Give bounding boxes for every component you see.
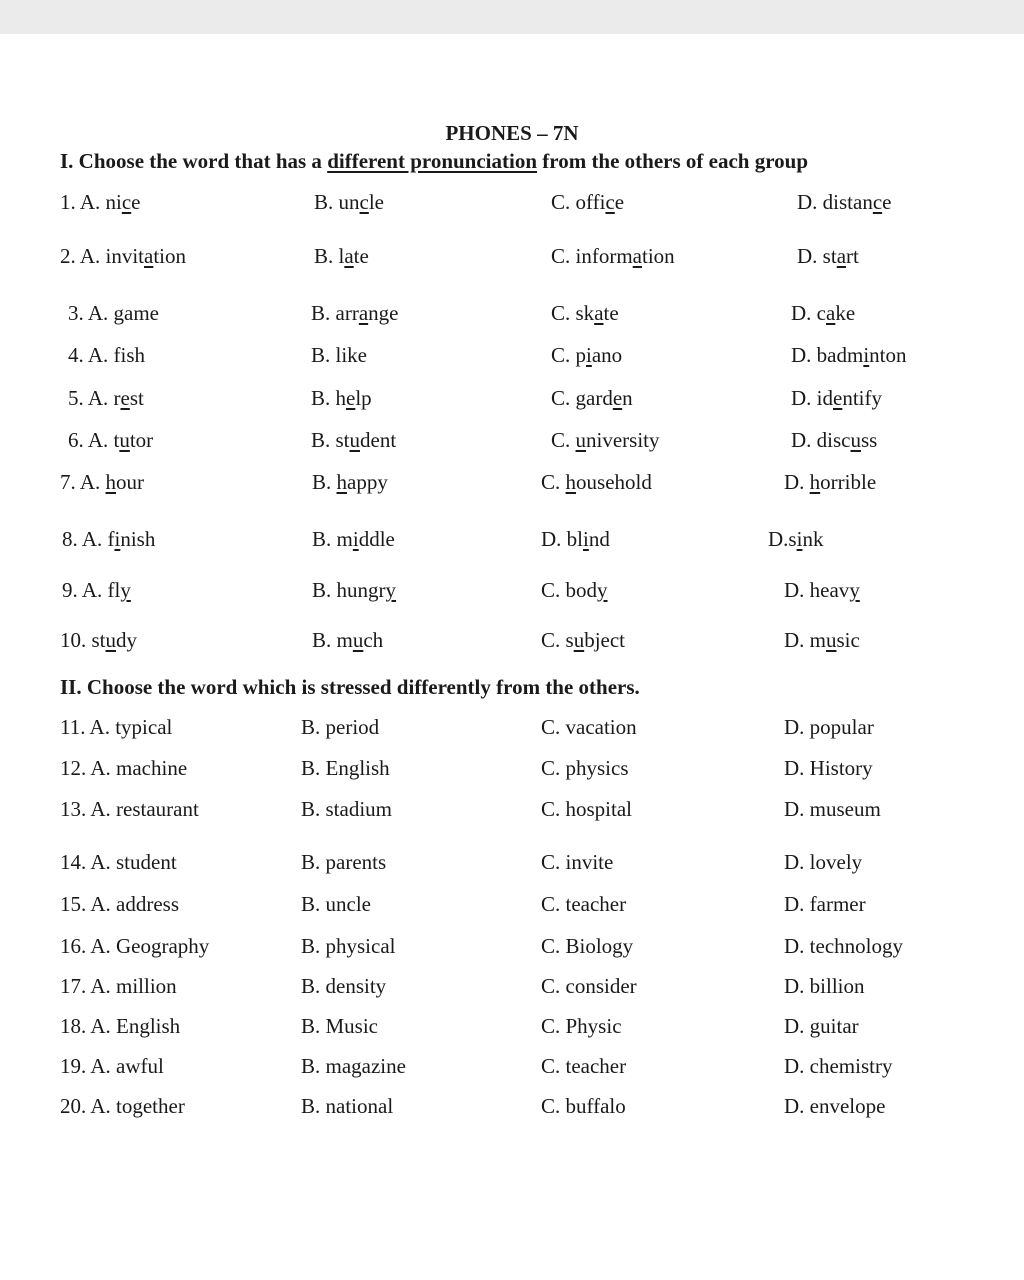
option-d: D. farmer bbox=[784, 892, 866, 916]
option-d: D. discuss bbox=[791, 428, 878, 452]
option-a: 6. A. tutor bbox=[68, 428, 154, 452]
option-a: 15. A. address bbox=[60, 892, 179, 916]
question-row-11 bbox=[0, 712, 1024, 742]
question-row-12 bbox=[0, 753, 1024, 783]
option-d: D. lovely bbox=[784, 850, 863, 874]
option-c: C. skate bbox=[551, 301, 619, 325]
option-d: D. guitar bbox=[784, 1014, 859, 1038]
question-row-19 bbox=[0, 1051, 1024, 1081]
option-c: C. teacher bbox=[541, 1054, 627, 1078]
question-row-13 bbox=[0, 794, 1024, 824]
option-c: C. hospital bbox=[541, 797, 633, 821]
option-c: C. subject bbox=[541, 628, 625, 652]
option-c: C. consider bbox=[541, 974, 637, 998]
option-b: B. uncle bbox=[314, 190, 384, 214]
question-row-18 bbox=[0, 1011, 1024, 1041]
question-row-1 bbox=[0, 187, 1024, 217]
option-c: D. blind bbox=[541, 527, 610, 551]
option-c: C. vacation bbox=[541, 715, 637, 739]
option-c: C. household bbox=[541, 470, 652, 494]
option-c: C. piano bbox=[551, 343, 623, 367]
option-d: D. music bbox=[784, 628, 860, 652]
question-row-9 bbox=[0, 575, 1024, 605]
question-row-20 bbox=[0, 1091, 1024, 1121]
option-a: 10. study bbox=[60, 628, 138, 652]
option-c: C. body bbox=[541, 578, 608, 602]
option-d: D. badminton bbox=[791, 343, 907, 367]
option-b: B. period bbox=[301, 715, 380, 739]
option-b: B. hungry bbox=[312, 578, 396, 602]
option-b: B. like bbox=[311, 343, 367, 367]
option-b: B. physical bbox=[301, 934, 396, 958]
option-a: 13. A. restaurant bbox=[60, 797, 199, 821]
option-b: B. happy bbox=[312, 470, 388, 494]
option-c: C. buffalo bbox=[541, 1094, 626, 1118]
section-2-heading: II. Choose the word which is stressed differently from the others. bbox=[60, 675, 640, 699]
option-a: 17. A. million bbox=[60, 974, 177, 998]
section-1-heading bbox=[60, 149, 808, 174]
question-row-5 bbox=[0, 383, 1024, 413]
option-d: D. start bbox=[797, 244, 859, 268]
option-b: B. national bbox=[301, 1094, 394, 1118]
option-a: 20. A. together bbox=[60, 1094, 185, 1118]
option-d: D. envelope bbox=[784, 1094, 886, 1118]
option-d: D. horrible bbox=[784, 470, 877, 494]
option-d: D. History bbox=[784, 756, 873, 780]
question-row-14 bbox=[0, 847, 1024, 877]
question-row-17 bbox=[0, 971, 1024, 1001]
option-d: D. distance bbox=[797, 190, 892, 214]
question-row-4 bbox=[0, 340, 1024, 370]
question-row-6 bbox=[0, 425, 1024, 455]
option-a: 11. A. typical bbox=[60, 715, 173, 739]
option-d: D. heavy bbox=[784, 578, 860, 602]
option-a: 4. A. fish bbox=[68, 343, 146, 367]
option-a: 19. A. awful bbox=[60, 1054, 164, 1078]
option-b: B. magazine bbox=[301, 1054, 406, 1078]
option-b: B. stadium bbox=[301, 797, 393, 821]
option-b: B. student bbox=[311, 428, 397, 452]
option-b: B. late bbox=[314, 244, 369, 268]
option-d: D. identify bbox=[791, 386, 882, 410]
option-d: D. technology bbox=[784, 934, 903, 958]
option-b: B. English bbox=[301, 756, 390, 780]
section-1-heading-post: from the others of each group bbox=[537, 149, 809, 173]
option-c: C. Physic bbox=[541, 1014, 622, 1038]
option-d: D. cake bbox=[791, 301, 856, 325]
option-c: C. Biology bbox=[541, 934, 634, 958]
option-a: 9. A. fly bbox=[62, 578, 131, 602]
question-row-8 bbox=[0, 524, 1024, 554]
question-row-15 bbox=[0, 889, 1024, 919]
option-a: 3. A. game bbox=[68, 301, 159, 325]
option-a: 2. A. invitation bbox=[60, 244, 187, 268]
option-d: D. popular bbox=[784, 715, 874, 739]
option-a: 12. A. machine bbox=[60, 756, 188, 780]
option-d: D. museum bbox=[784, 797, 881, 821]
section-1-heading-pre: I. Choose the word that has a bbox=[60, 149, 328, 173]
option-d: D. billion bbox=[784, 974, 865, 998]
option-b: B. help bbox=[311, 386, 372, 410]
option-b: B. parents bbox=[301, 850, 387, 874]
option-d: D. chemistry bbox=[784, 1054, 893, 1078]
option-b: B. Music bbox=[301, 1014, 379, 1038]
section-1-heading-underlined: different pronunciation bbox=[327, 149, 538, 173]
option-b: B. middle bbox=[312, 527, 395, 551]
option-c: C. teacher bbox=[541, 892, 627, 916]
option-a: 8. A. finish bbox=[62, 527, 156, 551]
option-c: C. physics bbox=[541, 756, 629, 780]
top-bar bbox=[0, 0, 1024, 34]
page-title: PHONES – 7N bbox=[445, 121, 579, 145]
option-b: B. arrange bbox=[311, 301, 399, 325]
option-b: B. much bbox=[312, 628, 384, 652]
question-row-7 bbox=[0, 467, 1024, 497]
option-d: D.sink bbox=[768, 527, 824, 551]
option-b: B. uncle bbox=[301, 892, 371, 916]
question-row-3 bbox=[0, 298, 1024, 328]
option-c: C. invite bbox=[541, 850, 614, 874]
option-c: C. office bbox=[551, 190, 625, 214]
option-c: C. information bbox=[551, 244, 675, 268]
option-a: 14. A. student bbox=[60, 850, 177, 874]
option-c: C. university bbox=[551, 428, 660, 452]
option-a: 1. A. nice bbox=[60, 190, 141, 214]
question-row-2 bbox=[0, 241, 1024, 271]
option-a: 18. A. English bbox=[60, 1014, 181, 1038]
option-a: 5. A. rest bbox=[68, 386, 144, 410]
option-c: C. garden bbox=[551, 386, 633, 410]
question-row-16 bbox=[0, 931, 1024, 961]
option-a: 7. A. hour bbox=[60, 470, 145, 494]
option-b: B. density bbox=[301, 974, 387, 998]
option-a: 16. A. Geography bbox=[60, 934, 210, 958]
question-row-10 bbox=[0, 625, 1024, 655]
